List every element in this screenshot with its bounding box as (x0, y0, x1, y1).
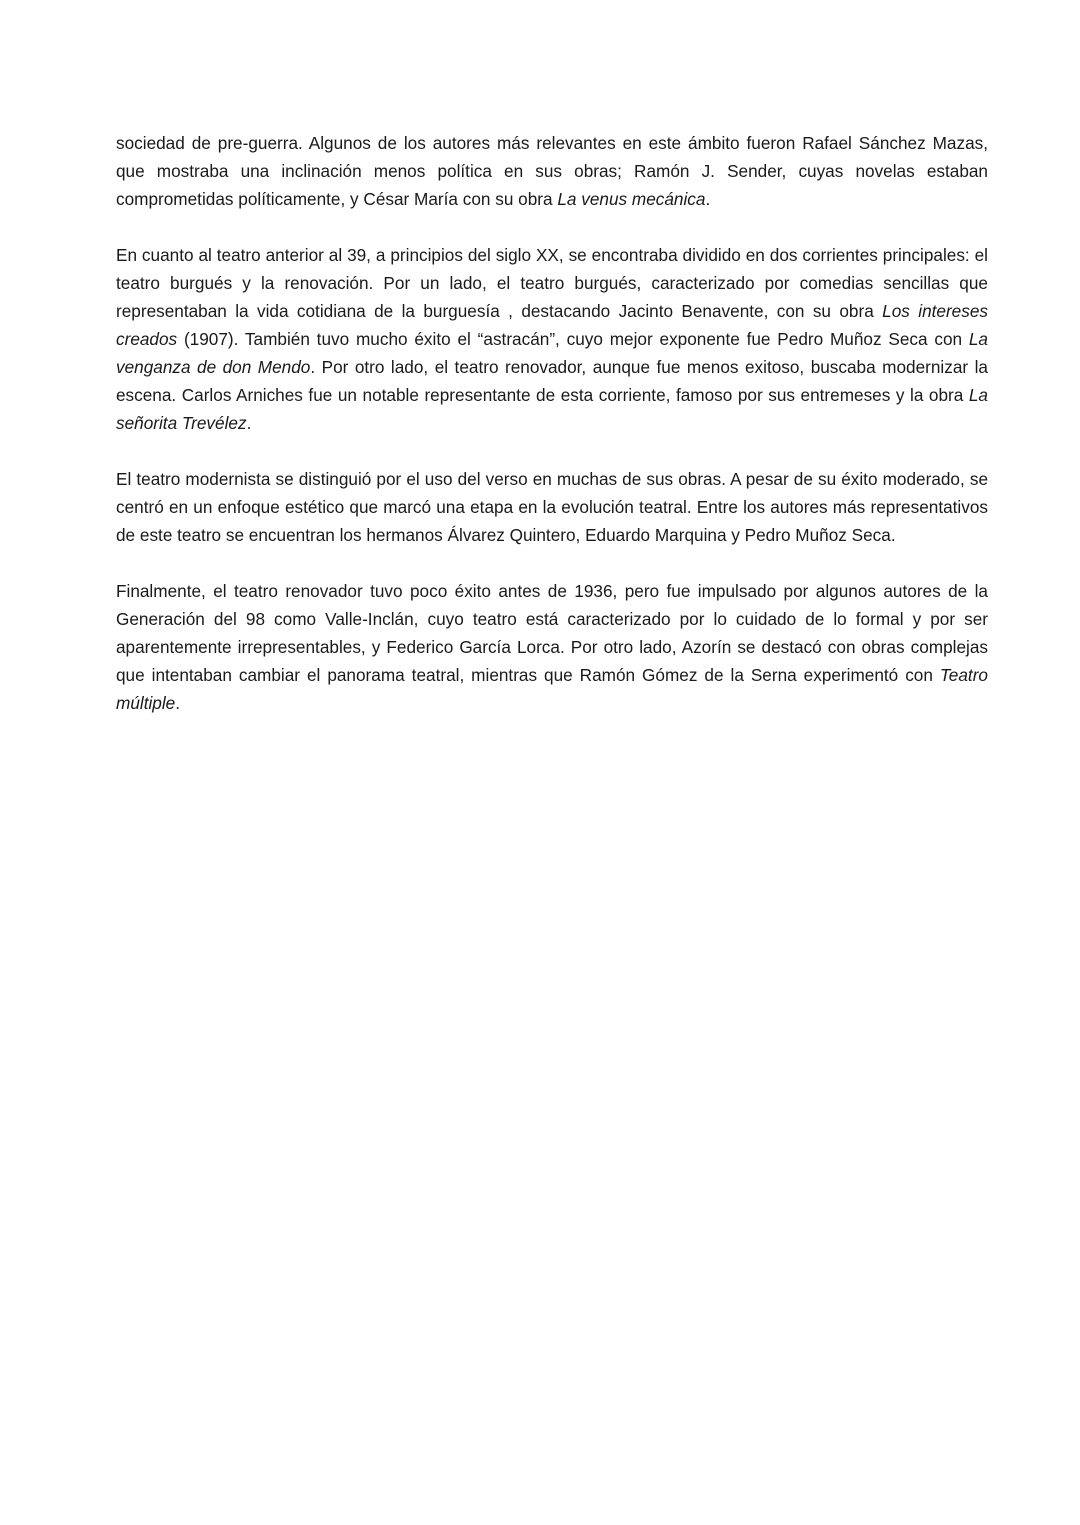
text-run: . Por otro lado, el teatro renovador, aunque fue menos exitoso, buscaba modernizar la escena. Carlos Arniches fue un notable representante de esta corriente, famoso por sus entremeses y la obra (116, 357, 988, 405)
paragraph-1 (116, 129, 988, 213)
text-run: . (705, 189, 711, 209)
paragraph-4 (116, 577, 988, 717)
text-run: Finalmente, el teatro renovador tuvo poco éxito antes de 1936, pero fue impulsado por algunos autores de la Generación del 98 como Valle-Inclán, cuyo teatro está caracterizado por lo cuidado de lo formal y por ser aparentemente irrepresentables, y Federico García Lorca. Por otro lado, Azorín se destacó con obras complejas que intentaban cambiar el panorama teatral, mientras que Ramón Gómez de la Serna experimentó con (116, 581, 988, 685)
text-run: El teatro modernista se distinguió por el uso del verso en muchas de sus obras. A pesar de su éxito moderado, se centró en un enfoque estético que marcó una etapa en la evolución teatral. Entre los autores más representativos de este teatro se encuentran los hermanos Álvarez Quintero, Eduardo Marquina y Pedro Muñoz Seca. (116, 469, 988, 545)
play-title: Los intereses creados (116, 301, 988, 349)
text-run: En cuanto al teatro anterior al 39, a principios del siglo XX, se encontraba dividido en dos corrientes principales: el teatro burgués y la renovación. Por un lado, el teatro burgués, caracterizado por comedias sencillas que representaban la vida cotidiana de la burguesía , destacando Jacinto Benavente, con su obra (116, 245, 988, 321)
play-title: Teatro múltiple (116, 665, 988, 713)
paragraph-2 (116, 241, 988, 437)
paragraph-3 (116, 465, 988, 549)
play-title: La señorita Trevélez (116, 385, 988, 433)
text-run: . (175, 693, 181, 713)
play-title: La venganza de don Mendo (116, 329, 988, 377)
text-run: sociedad de pre-guerra. Algunos de los autores más relevantes en este ámbito fueron Rafael Sánchez Mazas, que mostraba una inclinación menos política en sus obras; Ramón J. Sender, cuyas novelas estaban comprometidas políticamente, y César María con su obra (116, 133, 988, 209)
text-run: . (246, 413, 252, 433)
document-body (116, 129, 988, 745)
book-title: La venus mecánica (557, 189, 706, 209)
text-run: (1907). También tuvo mucho éxito el “astracán”, cuyo mejor exponente fue Pedro Muñoz Seca con (177, 329, 969, 349)
